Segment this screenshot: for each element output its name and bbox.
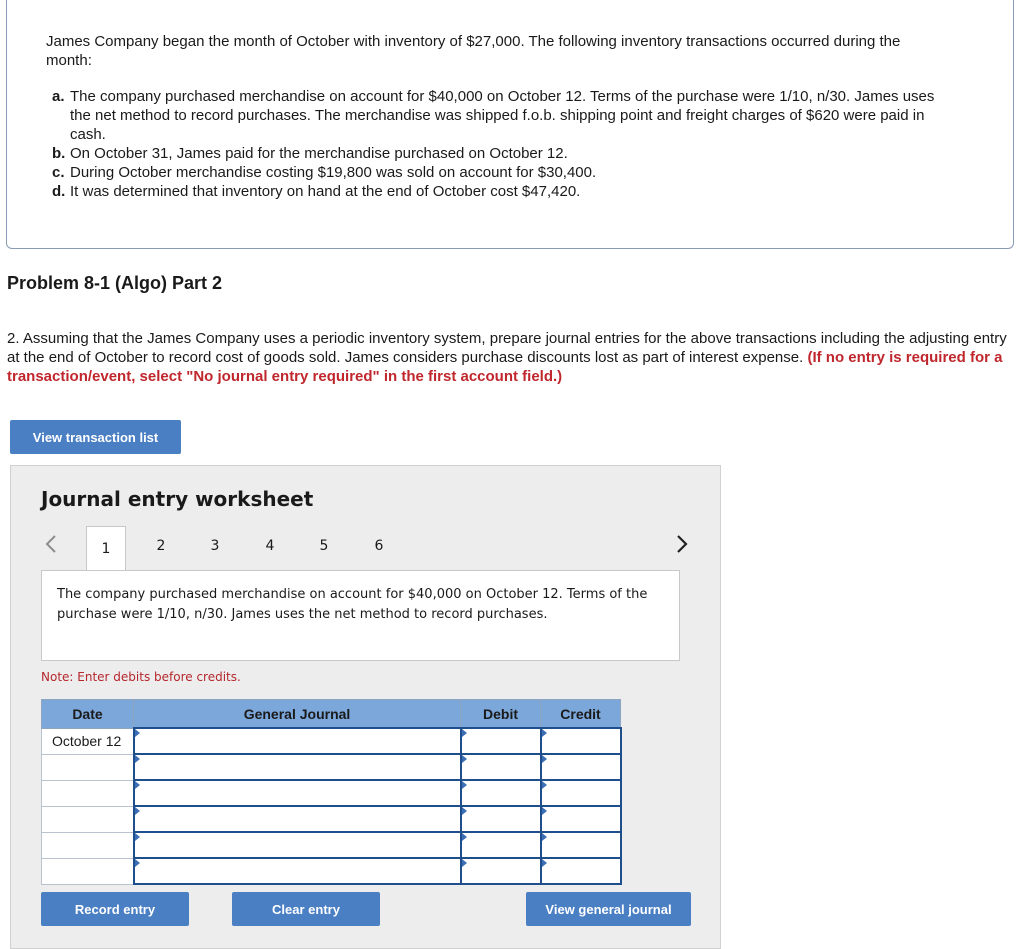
debit-input[interactable] xyxy=(461,806,541,832)
debit-input[interactable] xyxy=(461,832,541,858)
transaction-item: d. It was determined that inventory on hand at the end of October cost $47,420. xyxy=(52,183,581,200)
table-row xyxy=(42,754,621,780)
journal-entry-worksheet xyxy=(10,465,721,949)
table-row xyxy=(42,780,621,806)
problem-title: Problem 8-1 (Algo) Part 2 xyxy=(7,273,223,293)
date-cell xyxy=(42,858,134,884)
journal-table xyxy=(41,699,622,885)
tab-6[interactable]: 6 xyxy=(374,538,384,554)
tab-2[interactable]: 2 xyxy=(156,538,166,554)
journal-header-row xyxy=(42,700,621,729)
credit-input[interactable] xyxy=(541,780,621,806)
date-column-header: Date xyxy=(42,700,134,729)
credit-input[interactable] xyxy=(541,858,621,884)
date-cell xyxy=(42,806,134,832)
account-input[interactable] xyxy=(134,728,461,754)
account-input[interactable] xyxy=(134,780,461,806)
table-row xyxy=(42,832,621,858)
transaction-item: a. The company purchased merchandise on account for $40,000 on October 12. Terms of the purchase were 1/10, n/30. James uses the net method to record purchases. The merchandise was shipped f.o.b. shipping point and freight charges of $620 were paid in cash. xyxy=(52,88,935,143)
debit-input[interactable] xyxy=(461,754,541,780)
transaction-list xyxy=(46,87,946,201)
worksheet-title: Journal entry worksheet xyxy=(41,487,314,511)
debit-input[interactable] xyxy=(461,728,541,754)
credit-input[interactable] xyxy=(541,754,621,780)
tab-3[interactable]: 3 xyxy=(210,538,220,554)
account-input[interactable] xyxy=(134,832,461,858)
general-journal-column-header: General Journal xyxy=(134,700,461,729)
tab-1[interactable]: 1 xyxy=(86,526,126,570)
credit-input[interactable] xyxy=(541,832,621,858)
problem-context xyxy=(46,32,946,201)
credit-column-header: Credit xyxy=(541,700,621,729)
question-text: 2. Assuming that the James Company uses a periodic inventory system, prepare journal entries for the above transactions including the adjusting entry at the end of October to record cost of goods sold. James considers purchase discounts lost as part of interest expense. (If no entry is required for a transaction/event, select "No journal entry required" in the first account field.) xyxy=(7,330,1007,385)
debit-credit-note: Note: Enter debits before credits. xyxy=(41,670,241,684)
view-transaction-list-button[interactable]: View transaction list xyxy=(10,420,181,454)
record-entry-button[interactable]: Record entry xyxy=(41,892,189,926)
date-cell xyxy=(42,754,134,780)
table-row xyxy=(42,728,621,754)
tab-5[interactable]: 5 xyxy=(319,538,329,554)
chevron-right-icon[interactable] xyxy=(675,534,689,554)
transaction-item: c. During October merchandise costing $19,800 was sold on account for $30,400. xyxy=(52,164,597,181)
account-input[interactable] xyxy=(134,806,461,832)
date-cell xyxy=(42,780,134,806)
date-cell: October 12 xyxy=(42,728,134,754)
account-input[interactable] xyxy=(134,754,461,780)
account-input[interactable] xyxy=(134,858,461,884)
date-cell xyxy=(42,832,134,858)
debit-column-header: Debit xyxy=(461,700,541,729)
view-general-journal-button[interactable]: View general journal xyxy=(526,892,691,926)
credit-input[interactable] xyxy=(541,806,621,832)
question-instruction: (If no entry is required for a transaction/event, select "No journal entry required" in the first account field.) xyxy=(7,349,1003,385)
credit-input[interactable] xyxy=(541,728,621,754)
tab-4[interactable]: 4 xyxy=(265,538,275,554)
intro-paragraph: James Company began the month of October with inventory of $27,000. The following inventory transactions occurred during the month: xyxy=(46,33,901,69)
transaction-description: The company purchased merchandise on account for $40,000 on October 12. Terms of the purchase were 1/10, n/30. James uses the net method to record purchases. xyxy=(41,570,680,661)
transaction-item: b. On October 31, James paid for the merchandise purchased on October 12. xyxy=(52,145,568,162)
table-row xyxy=(42,806,621,832)
clear-entry-button[interactable]: Clear entry xyxy=(232,892,380,926)
chevron-left-icon[interactable] xyxy=(44,534,58,554)
debit-input[interactable] xyxy=(461,780,541,806)
table-row xyxy=(42,858,621,884)
debit-input[interactable] xyxy=(461,858,541,884)
